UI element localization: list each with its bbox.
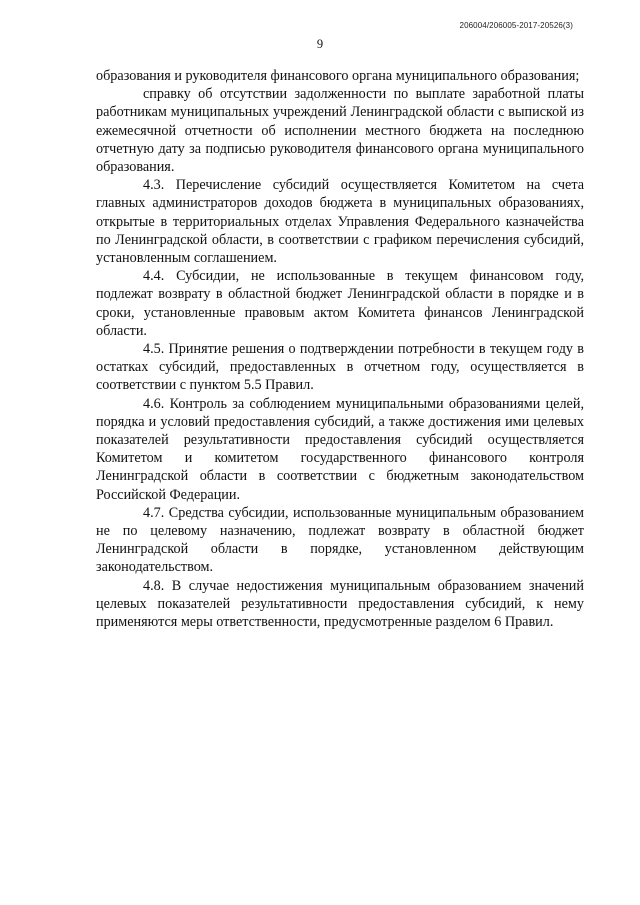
paragraph-debt-certificate: справку об отсутствии задолженности по выплате заработной платы работникам муниципальных учреждений Ленинградской области с выпиской из ежемесячной отчетности об исполнении местного бюджета на последнюю отчетную дату за подписью руководителя финансового органа муниципального образования. [96,86,584,176]
document-body [96,67,584,631]
page-number: 9 [316,37,324,51]
document-id: 206004/206005-2017-20526(3) [459,21,573,30]
paragraph-continuation: образования и руководителя финансового органа муниципального образования; [96,68,580,84]
paragraph-4-6: 4.6. Контроль за соблюдением муниципальными образованиями целей, порядка и условий предоставления субсидий, а также достижения ими целевых показателей результативности предоставления субсидий осуществляется Комитетом и комитетом государственного финансового контроля Ленинградской области в соответствии с бюджетным законодательством Российской Федерации. [96,395,584,503]
paragraph-4-4: 4.4. Субсидии, не использованные в текущем финансовом году, подлежат возврату в областной бюджет Ленинградской области в порядке и в сроки, установленные правовым актом Комитета финансов Ленинградской области. [96,268,584,339]
paragraph-4-7: 4.7. Средства субсидии, использованные муниципальным образованием не по целевому назначению, подлежат возврату в областной бюджет Ленинградской области в порядке, установленном действующим законодательством. [96,504,584,576]
paragraph-4-5: 4.5. Принятие решения о подтверждении потребности в текущем году в остатках субсидий, предоставленных в отчетном году, осуществляется в соответствии с пунктом 5.5 Правил. [96,341,584,394]
paragraph-4-3: 4.3. Перечисление субсидий осуществляется Комитетом на счета главных администраторов доходов бюджета в муниципальных образованиях, открытые в территориальных отделах Управления Федерального казначейства по Ленинградской области, в соответствии с графиком перечисления субсидий, установленным соглашением. [96,177,584,267]
paragraph-4-8: 4.8. В случае недостижения муниципальным образованием значений целевых показателей результативности предоставления субсидий, к нему применяются меры ответственности, предусмотренные разделом 6 Правил. [96,577,584,631]
